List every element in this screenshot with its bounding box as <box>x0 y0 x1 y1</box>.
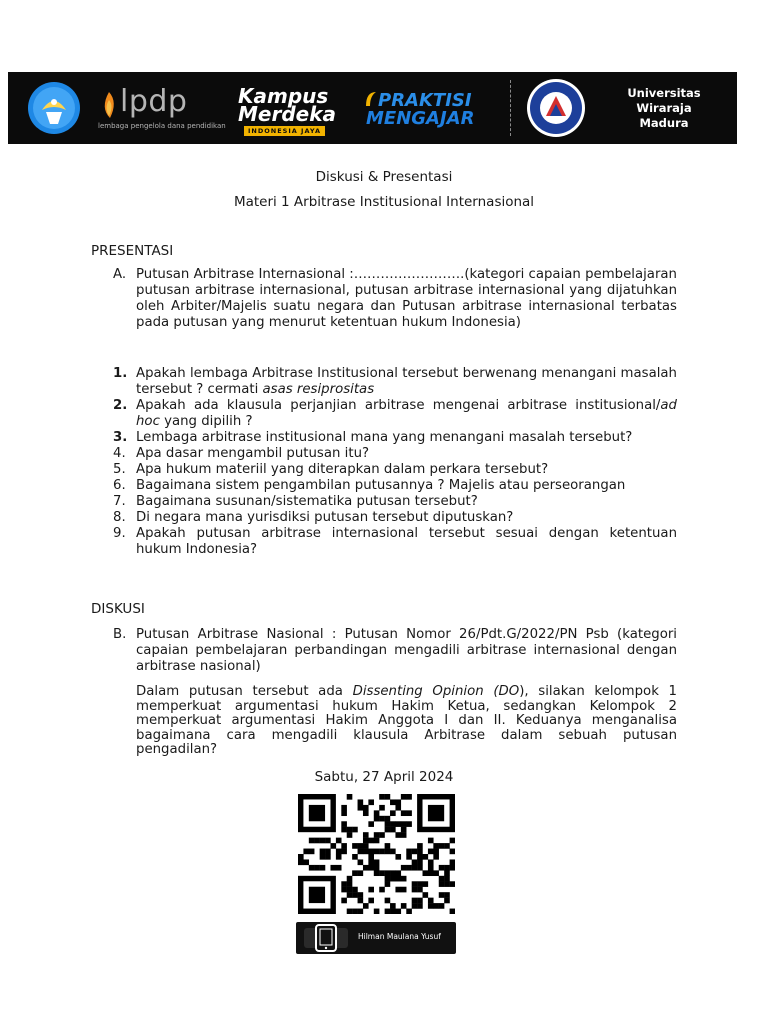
question-text: Apa hukum materiil yang diterapkan dalam perkara tersebut? <box>136 462 549 477</box>
praktisi-line-2: MENGAJAR <box>366 108 475 129</box>
banner-divider <box>510 80 511 136</box>
kampus-tagline: INDONESIA JAYA <box>244 126 325 136</box>
item-a-marker: A. <box>113 267 127 282</box>
question-marker: 4. <box>113 446 126 461</box>
praktisi-mengajar-logo <box>364 90 489 132</box>
question-text: Bagaimana sistem pengambilan putusannya ? Majelis atau perseorangan <box>136 478 626 493</box>
university-name <box>614 86 714 131</box>
header-banner <box>8 72 737 144</box>
item-b-text: Putusan Arbitrase Nasional : Putusan Nomor 26/Pdt.G/2022/PN Psb (kategori capaian pembelajaran perbandingan mengadili arbitrase internasional dengan arbitrase nasional) <box>136 627 677 674</box>
question-text: Apakah putusan arbitrase internasional tersebut sesuai dengan ketentuan hukum Indonesia? <box>136 526 677 557</box>
question-text: Lembaga arbitrase institusional mana yang menangani masalah tersebut? <box>136 430 633 445</box>
question-text: Apakah lembaga Arbitrase Institusional tersebut berwenang menangani masalah tersebut ? cermati <box>136 366 677 397</box>
question-item <box>113 494 677 510</box>
question-emphasis: asas resiprositas <box>262 382 375 397</box>
question-text: Apa dasar mengambil putusan itu? <box>136 446 370 461</box>
question-item <box>113 446 677 462</box>
question-marker: 7. <box>113 494 126 509</box>
diskusi-paragraph-part-2: ), silakan kelompok 1 memperkuat argumentasi hukum Hakim Ketua, sedangkan Kelompok 2 memperkuat argumentasi Hakim Anggota I dan II. Keduanya menganalisa bagaimana cara mengadili klausula Arbitrase dalam sebuah putusan pengadilan? <box>136 684 677 757</box>
question-item <box>113 526 677 558</box>
question-item <box>113 478 677 494</box>
document-subtitle: Materi 1 Arbitrase Institusional Internasional <box>233 194 535 210</box>
university-name-line-2: Wiraraja <box>636 101 692 115</box>
university-name-line-3: Madura <box>639 116 689 130</box>
question-marker: 6. <box>113 478 126 493</box>
qr-code[interactable] <box>298 794 455 914</box>
tut-wuri-handayani-logo <box>20 80 88 136</box>
praktisi-swoosh-icon <box>364 90 378 108</box>
question-text-tail: yang dipilih ? <box>159 414 253 429</box>
dissenting-opinion-emphasis: Dissenting Opinion (DO <box>352 684 520 699</box>
kampus-line-1: Kampus <box>238 84 329 108</box>
kampus-merdeka-logo <box>238 84 358 140</box>
lpdp-wordmark: lpdp <box>120 84 188 119</box>
item-a-text: Putusan Arbitrase Internasional :…………………….(kategori capaian pembelajaran putusan arbitrase internasional, putusan arbitrase internasional yang dijatuhkan oleh Arbiter/Majelis suatu negara dan Putusan arbitrase internasional terbatas pada putusan yang menurut ketentuan hukum Indonesia) <box>136 267 677 330</box>
question-item <box>113 398 677 430</box>
document-title: Diskusi & Presentasi <box>315 169 453 185</box>
document-date: Sabtu, 27 April 2024 <box>314 769 454 785</box>
question-item <box>113 430 677 446</box>
item-b-marker: B. <box>113 627 127 642</box>
lpdp-flame-icon <box>98 90 120 120</box>
question-text: Apakah ada klausula perjanjian arbitrase mengenai arbitrase institusional/ <box>136 398 661 413</box>
praktisi-line-1: PRAKTISI <box>378 90 472 111</box>
question-item <box>113 510 677 526</box>
question-marker: 3. <box>113 430 128 445</box>
lpdp-tagline: lembaga pengelola dana pendidikan <box>98 122 226 130</box>
university-seal-logo <box>526 78 586 138</box>
diskusi-heading: DISKUSI <box>91 601 145 617</box>
diskusi-paragraph-part-1: Dalam putusan tersebut ada <box>136 684 353 699</box>
qr-footer-badge <box>296 922 456 954</box>
question-item <box>113 462 677 478</box>
question-marker: 9. <box>113 526 126 541</box>
question-marker: 2. <box>113 398 128 413</box>
qr-code-graphic <box>298 794 455 914</box>
question-text: Bagaimana susunan/sistematika putusan tersebut? <box>136 494 478 509</box>
question-item <box>113 366 677 398</box>
phone-icon <box>304 924 348 952</box>
qr-footer-name: Hilman Maulana Yusuf <box>358 932 441 941</box>
presentasi-questions <box>113 366 677 558</box>
presentasi-item-a <box>113 267 677 331</box>
kampus-line-2: Merdeka <box>238 102 337 126</box>
lpdp-logo <box>98 84 228 134</box>
university-name-line-1: Universitas <box>627 86 701 100</box>
question-emphasis: ad hoc <box>136 398 677 429</box>
question-marker: 1. <box>113 366 128 381</box>
question-marker: 8. <box>113 510 126 525</box>
diskusi-paragraph <box>136 685 677 758</box>
presentasi-heading: PRESENTASI <box>91 243 174 259</box>
question-text: Di negara mana yurisdiksi putusan tersebut diputuskan? <box>136 510 514 525</box>
question-marker: 5. <box>113 462 126 477</box>
diskusi-item-b <box>113 627 677 675</box>
